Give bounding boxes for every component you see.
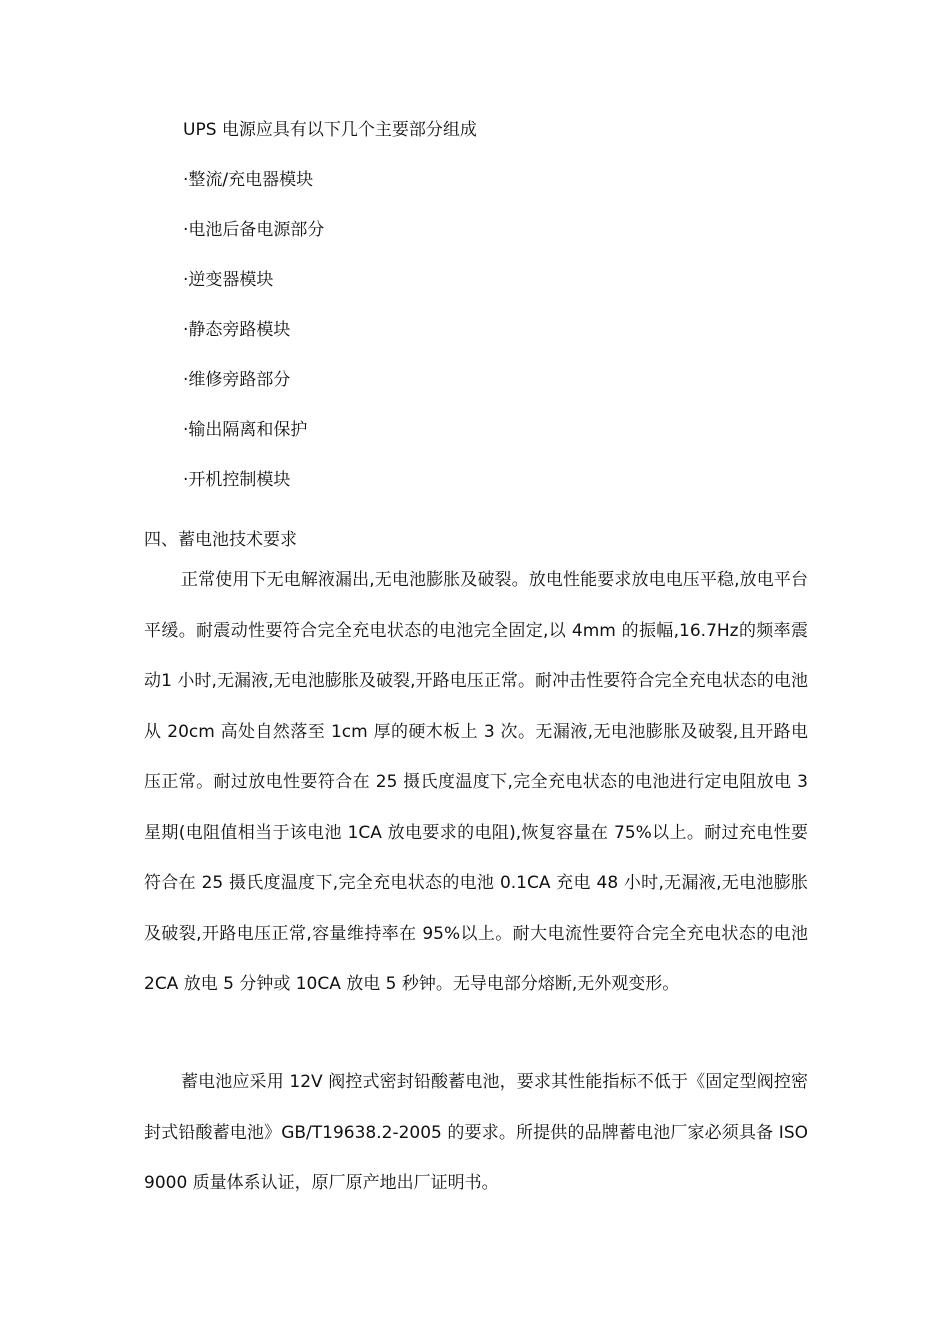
battery-standard-paragraph: 蓄电池应采用 12V 阀控式密封铅酸蓄电池，要求其性能指标不低于《固定型阀控密封式铅酸蓄电池》GB/T19638.2-2005 的要求。所提供的品牌蓄电池厂家必须具备 ISO9000 质量体系认证，原厂原产地出厂证明书。 (144, 1072, 808, 1193)
list-item-rectifier-charger: ·整流/充电器模块 (183, 170, 314, 190)
ups-components-intro: UPS 电源应具有以下几个主要部分组成 (183, 120, 477, 140)
list-item-startup-control: ·开机控制模块 (183, 470, 291, 490)
section-heading-battery: 四、蓄电池技术要求 (144, 530, 297, 550)
list-item-static-bypass: ·静态旁路模块 (183, 320, 291, 340)
battery-requirements-paragraph: 正常使用下无电解液漏出,无电池膨胀及破裂。放电性能要求放电电压平稳,放电平台平缓。耐震动性要符合完全充电状态的电池完全固定,以 4mm 的振幅,16.7Hz的频率震动1 小时,无漏液,无电池膨胀及破裂,开路电压正常。耐冲击性要符合完全充电状态的电池从 20cm 高处自然落至 1cm 厚的硬木板上 3 次。无漏液,无电池膨胀及破裂,且开路电压正常。耐过放电性要符合在 25 摄氏度温度下,完全充电状态的电池进行定电阻放电 3 星期(电阻值相当于该电池 1CA 放电要求的电阻),恢复容量在 75%以上。耐过充电性要符合在 25 摄氏度温度下,完全充电状态的电池 0.1CA 充电 48 小时,无漏液,无电池膨胀及破裂,开路电压正常,容量维持率在 95%以上。耐大电流性要符合完全充电状态的电池 2CA 放电 5 分钟或 10CA 放电 5 秒钟。无导电部分熔断,无外观变形。 (144, 570, 808, 994)
list-item-battery-backup: ·电池后备电源部分 (183, 220, 325, 240)
list-item-maintenance-bypass: ·维修旁路部分 (183, 370, 291, 390)
list-item-inverter: ·逆变器模块 (183, 270, 274, 290)
list-item-output-isolation: ·输出隔离和保护 (183, 420, 308, 440)
